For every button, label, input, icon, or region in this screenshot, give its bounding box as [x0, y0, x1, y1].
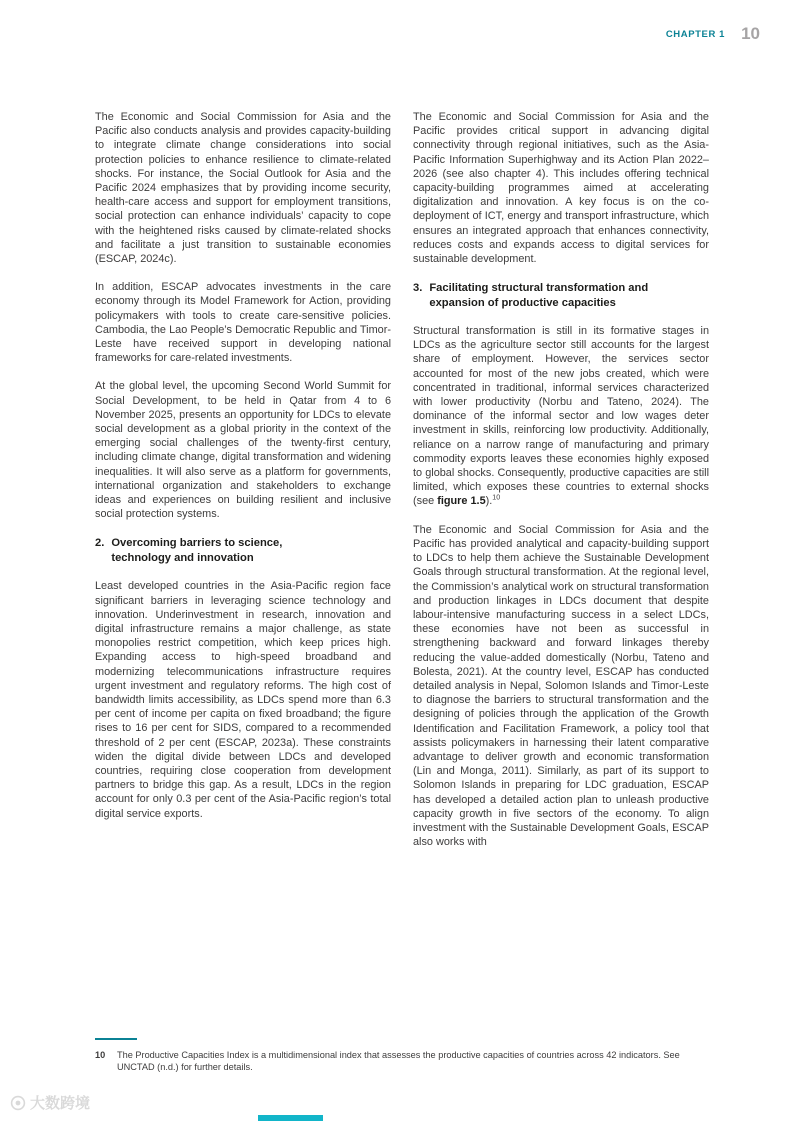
paragraph: Least developed countries in the Asia-Pacific region face significant barriers in leveraging science technology and innovation. Underinvestment in research, innovation and digital infrastructure remains a major challenge, as state monopolies restrict competition, which keep prices high. Expanding access to high-speed broadband and modernizing telecommunications infrastructure requires urgent investment and regulatory reforms. The high cost of bandwidth limits accessibility, as LDCs spend more than 6.3 per cent of income per capita on fixed broadband; the figure rises to 16 per cent for SIDS, compared to a recommended threshold of 2 per cent (ESCAP, 2023a). These constraints widen the digital divide between LDCs and developed countries, requiring close cooperation from development partners to bridge this gap. As a result, LDCs in the region account for only 0.3 per cent of the Asia-Pacific region’s total digital service exports. — [95, 580, 391, 820]
paragraph: The Economic and Social Commission for Asia and the Pacific provides critical support in advancing digital connectivity through regional initiatives, such as the Asia-Pacific Information Superhighway and its Action Plan 2022–2026 (see also chapter 4). This includes offering technical capacity-building programmes aimed at accelerating digitalization and innovation. A key focus is on the co-deployment of ICT, energy and transport infrastructure, which ensures an integrated approach that enhances connectivity, reduces costs and expands access to digital services for sustainable development. — [413, 111, 709, 266]
paragraph-text: Structural transformation is still in its formative stages in LDCs as the agriculture sector still accounts for the largest share of employment. However, the services sector accounted for most of the new jobs created, which were concentrated in traditional, informal services characterized with lower productivity (Norbu and Tateno, 2024). The dominance of the informal sector and low wages deter investment in skills, reinforcing low productivity. Additionally, reliance on a narrow range of manufacturing and primary commodity exports leaves these economies highly exposed to global shocks. Consequently, productive capacities are still limited, which exposes these countries to external shocks (see — [413, 325, 709, 508]
page-number: 10 — [741, 24, 760, 43]
footnote-area — [95, 1038, 706, 1074]
section-title: Overcoming barriers to science, technology and innovation — [111, 537, 283, 564]
paragraph-text: ). — [485, 495, 493, 508]
watermark — [10, 1092, 90, 1113]
paragraph: The Economic and Social Commission for Asia and the Pacific has provided analytical and capacity-building support to LDCs to help them achieve the Sustainable Development Goals through structural transformation. At the regional level, the Commission’s analytical work on structural transformation and production linkages in LDCs document that despite labour-intensive manufacturing success in a select LDCs, these economies have not been as successful in strengthening backward and forward linkages thereby reducing the value-added domestically (Norbu, Tateno and Bolesta, 2021). At the country level, ESCAP has conducted detailed analysis in Nepal, Solomon Islands and Timor-Leste to diagnose the barriers to structural transformation and the designing of policies through the application of the Growth Identification and Facilitation Framework, a policy tool that assists policymakers in harnessing their latent comparative advantage to deliver growth and economic transformation (Lin and Monga, 2011). Similarly, as part of its support to Solomon Islands in preparing for LDC graduation, ESCAP has developed a detailed action plan to unleash productive capacity growth in five sectors of the economy. To align investment with the Sustainable Development Goals, ESCAP also works with — [413, 523, 709, 849]
chapter-label: CHAPTER 1 — [665, 28, 726, 40]
section-number: 3. — [413, 282, 423, 295]
section-heading-3 — [413, 281, 709, 310]
footnote-text: The Productive Capacities Index is a multidimensional index that assesses the productive capacities of countries across 42 indicators. See UNCTAD (n.d.) for further details. — [117, 1050, 680, 1073]
paragraph: At the global level, the upcoming Second World Summit for Social Development, to be held in Qatar from 4 to 6 November 2025, presents an opportunity for LDCs to elevate social development as a global priority in the context of the emerging social challenges of the twenty-first century, including climate change, digital transformation and widening inequalities. It will also serve as a platform for governments, international organization and stakeholders to exchange ideas and experiences on building resilient and inclusive social protection systems. — [95, 380, 391, 521]
paragraph: The Economic and Social Commission for Asia and the Pacific also conducts analysis and provides capacity-building to integrate climate change considerations into social protection policies to enhance resilience to climate-related shocks. For instance, the Social Outlook for Asia and the Pacific 2024 emphasizes that by providing income security, health-care access and support for employment transitions, social protection can enhance individuals’ capacity to cope with the heightened risks caused by climate-related shocks and facilitate a just transition to sustainable economies (ESCAP, 2024c). — [95, 111, 391, 266]
watermark-text: 大数跨境 — [30, 1095, 91, 1112]
paragraph — [413, 324, 709, 509]
section-title: Facilitating structural transformation and expansion of productive capacities — [429, 282, 649, 309]
watermark-logo-icon — [10, 1095, 26, 1111]
figure-reference: figure 1.5 — [437, 495, 486, 508]
page-header — [666, 24, 760, 44]
footnote — [95, 1049, 706, 1074]
footnote-reference: 10 — [492, 494, 501, 502]
section-number: 2. — [95, 537, 105, 550]
section-heading-2 — [95, 536, 391, 565]
bottom-accent-bar — [258, 1115, 323, 1121]
footnote-number: 10 — [95, 1050, 106, 1060]
paragraph: In addition, ESCAP advocates investments in the care economy through its Model Framework for Action, providing policymakers with tools to create care-sensitive policies. Cambodia, the Lao People’s Democratic Republic and Timor-Leste have received support in developing national frameworks for care-related investments. — [95, 281, 391, 365]
right-column — [413, 110, 709, 849]
footnote-separator — [95, 1038, 137, 1040]
content-columns — [95, 110, 709, 849]
left-column — [95, 110, 391, 849]
